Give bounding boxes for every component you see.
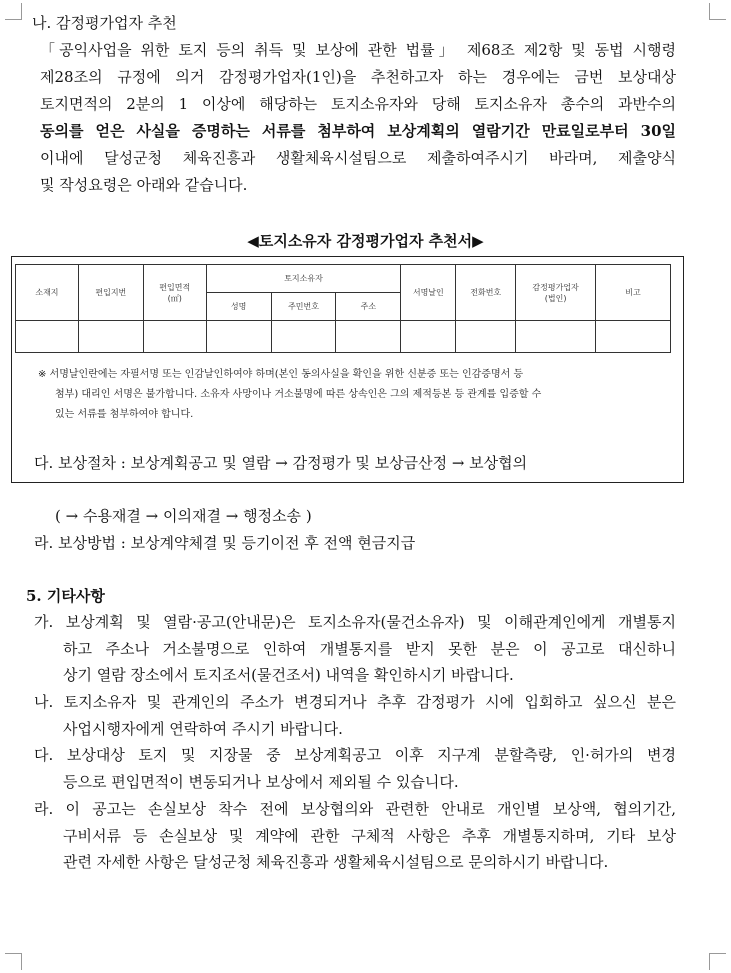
item-ga-line-1: 가. 보상계획 및 열람·공고(안내문)은 토지소유자(물건소유자) 및 이해관계인에게 개별통지 [34,613,676,631]
form-cell[interactable] [516,321,596,353]
item-na-line-1: 나. 토지소유자 및 관계인의 주소가 변경되거나 추후 감정평가 시에 입회하고 싶으신 분은 [34,693,676,711]
header-location: 소재지 [16,265,79,321]
section-b-line-4: 동의를 얻은 사실을 증명하는 서류를 첨부하여 보상계획의 열람기간 만료일로부터 30일 [40,122,676,140]
header-name: 성명 [206,293,271,321]
form-cell[interactable] [143,321,206,353]
procedure-line: 다. 보상절차 : 보상계획공고 및 열람 → 감정평가 및 보상금산정 → 보상협의 [34,454,528,472]
form-cell[interactable] [16,321,79,353]
crop-mark-top-left [5,3,22,20]
header-signature: 서명날인 [401,265,456,321]
form-note-line-1: ※ 서명날인란에는 자필서명 또는 인감날인하여야 하며(본인 동의사실을 확인을 위한 신분증 또는 인감증명서 등 [38,369,524,380]
header-appraiser [516,265,596,321]
form-cell[interactable] [78,321,143,353]
form-cell[interactable] [456,321,516,353]
form-empty-row [16,321,671,353]
header-appraiser-sub: (법인) [544,293,567,303]
item-ra-line-2: 구비서류 등 손실보상 및 계약에 관한 구체적 사항은 추후 개별통지하며, 기타 보상 [63,827,676,845]
item-ga-line-3: 상기 열람 장소에서 토지조서(물건조서) 내역을 확인하시기 바랍니다. [63,666,514,684]
section-b-line-5: 이내에 달성군청 체육진흥과 생활체육시설팀으로 제출하여주시기 바라며, 제출양식 [40,149,676,167]
recommendation-form-table [15,264,671,353]
item-da-line-2: 등으로 편입면적이 변동되거나 보상에서 제외될 수 있습니다. [63,773,459,791]
header-appraiser-label: 감정평가업자 [532,282,579,292]
form-title: ◀토지소유자 감정평가업자 추천서▶ [247,232,484,250]
item-da-line-1: 다. 보상대상 토지 및 지장물 중 보상계획공고 이후 지구계 분할측량, 인·허가의 변경 [34,746,676,764]
header-address: 주소 [336,293,401,321]
form-cell[interactable] [336,321,401,353]
header-owner: 토지소유자 [206,265,401,293]
section-b-line-2: 제28조의 규정에 의거 감정평가업자(1인)을 추천하고자 하는 경우에는 금번 보상대상 [40,68,676,86]
item-ra-line-3: 관련 자세한 사항은 달성군청 체육진흥과 생활체육시설팀으로 문의하시기 바랍니다. [63,853,609,871]
form-cell[interactable] [206,321,271,353]
header-id-number: 주민번호 [271,293,336,321]
form-cell[interactable] [271,321,336,353]
compensation-method: 라. 보상방법 : 보상계약체결 및 등기이전 후 전액 현금지급 [34,534,416,552]
procedure-continuation: ( → 수용재결 → 이의재결 → 행정소송 ) [55,507,312,525]
header-lot: 편입지번 [78,265,143,321]
crop-mark-top-right [709,3,726,20]
item-ga-line-2: 하고 주소나 거소불명으로 인하여 개별통지를 받지 못한 분은 이 공고로 대신하니 [63,640,676,658]
form-cell[interactable] [596,321,671,353]
item-na-line-2: 사업시행자에게 연락하여 주시기 바랍니다. [63,720,343,738]
section-b-line-3: 토지면적의 2분의 1 이상에 해당하는 토지소유자와 당해 토지소유자 총수의 과반수의 [40,95,676,113]
section-b-line-6: 및 작성요령은 아래와 같습니다. [40,176,248,194]
item-ra-line-1: 라. 이 공고는 손실보상 착수 전에 보상협의와 관련한 안내로 개인별 보상액, 협의기간, [34,800,676,818]
section-b-heading: 나. 감정평가업자 추천 [32,14,177,32]
header-remarks: 비고 [596,265,671,321]
header-area-unit: (㎡) [167,293,182,303]
form-note-line-3: 있는 서류를 첨부하여야 합니다. [55,409,194,420]
crop-mark-bottom-left [5,953,22,970]
form-note-line-2: 첨부) 대리인 서명은 불가합니다. 소유자 사망이나 거소불명에 따른 상속인은 그의 제적등본 등 관계를 입증할 수 [55,389,542,400]
header-area [143,265,206,321]
section-5-title: 5. 기타사항 [26,587,105,605]
header-phone: 전화번호 [456,265,516,321]
section-b-line-1: 「공익사업을 위한 토지 등의 취득 및 보상에 관한 법률」 제68조 제2항 및 동법 시행령 [40,41,676,59]
form-cell[interactable] [401,321,456,353]
crop-mark-bottom-right [709,953,726,970]
header-area-label: 편입면적 [159,282,191,292]
